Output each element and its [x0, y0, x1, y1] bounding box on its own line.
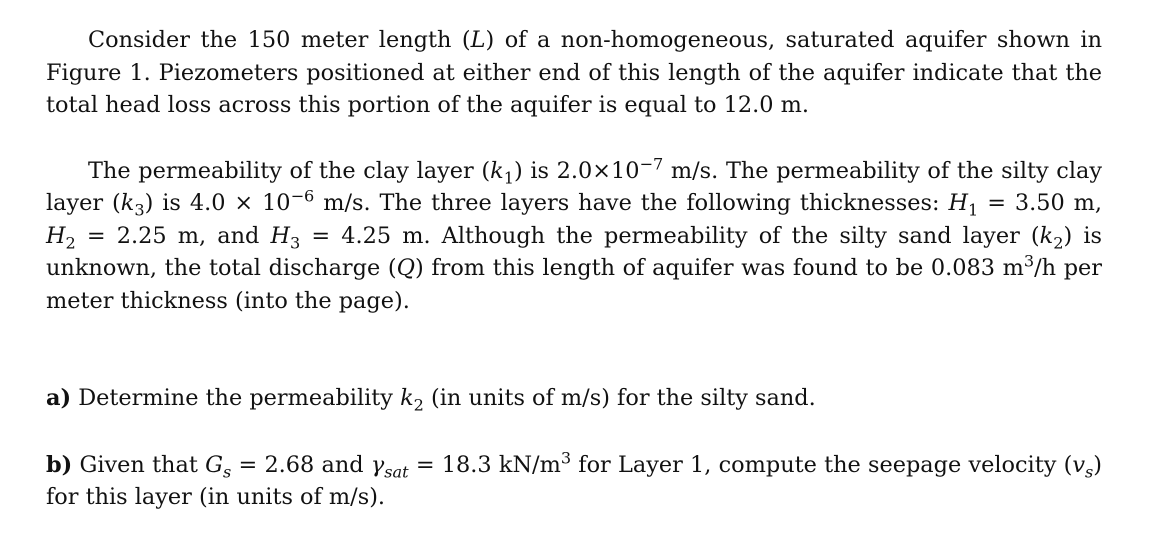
subscript: 1	[968, 200, 979, 220]
question-text: (in units of m/s) for the silty sand.	[423, 385, 816, 411]
intro-text: ) of a non-homogeneous, saturated aquifer shown in Figure 1. Piezometers positioned at either end of this length of the aquifer indicate that the total head loss across this portion of the aquifer is equal to 12.0 m.	[46, 27, 1102, 118]
subscript: s	[1084, 461, 1094, 481]
question-text: = 2.68 and	[231, 451, 371, 478]
var-k: k	[1039, 222, 1054, 249]
data-text: ) is 4.0 × 10	[144, 190, 291, 216]
var-k: k	[400, 385, 414, 411]
question-text: = 18.3 kN/m	[408, 451, 561, 478]
question-text: Given that	[72, 451, 206, 478]
data-text: = 3.50 m,	[978, 190, 1103, 216]
data-text: The permeability of the clay layer (	[88, 157, 491, 184]
exponent: −6	[290, 186, 315, 206]
var-H: H	[46, 222, 66, 249]
data-text: ) is unknown, the total discharge (	[46, 222, 1102, 281]
subscript: 1	[503, 167, 514, 187]
exponent: 3	[1023, 251, 1035, 271]
var-H: H	[948, 190, 969, 216]
exponent: −7	[639, 154, 664, 174]
var-k: k	[490, 157, 504, 184]
subscript: 2	[413, 395, 424, 415]
data-text: m/s. The three layers have the following thicknesses:	[314, 190, 949, 216]
subscript: 2	[65, 232, 76, 252]
intro-text: Consider the 150 meter length (	[88, 27, 471, 53]
question-label: b)	[46, 451, 73, 478]
data-paragraph	[46, 155, 1102, 318]
var-Q: Q	[396, 255, 415, 281]
question-text: for Layer 1, compute the seepage velocity (	[571, 451, 1073, 478]
question-text: ) for this layer (in units of m/s).	[46, 451, 1102, 510]
intro-paragraph	[46, 24, 1102, 122]
data-text: ) is 2.0×10	[513, 157, 640, 184]
question-a	[46, 382, 1102, 415]
question-b	[46, 449, 1102, 514]
var-k: k	[120, 190, 135, 216]
subscript: 3	[134, 200, 145, 220]
var-H: H	[270, 222, 290, 249]
exponent: 3	[560, 448, 572, 468]
data-text: /h per meter thickness (into the page).	[46, 255, 1102, 314]
question-text: Determine the permeability	[71, 385, 401, 411]
subscript: s	[222, 461, 232, 481]
var-v: v	[1072, 451, 1085, 478]
data-text: m/s. The permeability of the silty clay layer (	[46, 157, 1102, 216]
var-gamma: γ	[370, 451, 385, 478]
subscript: 2	[1053, 232, 1064, 252]
data-text: ) from this length of aquifer was found to be 0.083 m	[414, 255, 1024, 281]
data-text: = 2.25 m, and	[75, 222, 271, 249]
var-G: G	[205, 451, 223, 478]
subscript: 3	[289, 232, 301, 252]
question-label: a)	[46, 385, 72, 411]
var-L: L	[470, 27, 486, 53]
problem-statement	[46, 24, 1102, 514]
data-text: = 4.25 m. Although the permeability of the silty sand layer (	[300, 222, 1040, 249]
subscript: sat	[384, 461, 409, 481]
